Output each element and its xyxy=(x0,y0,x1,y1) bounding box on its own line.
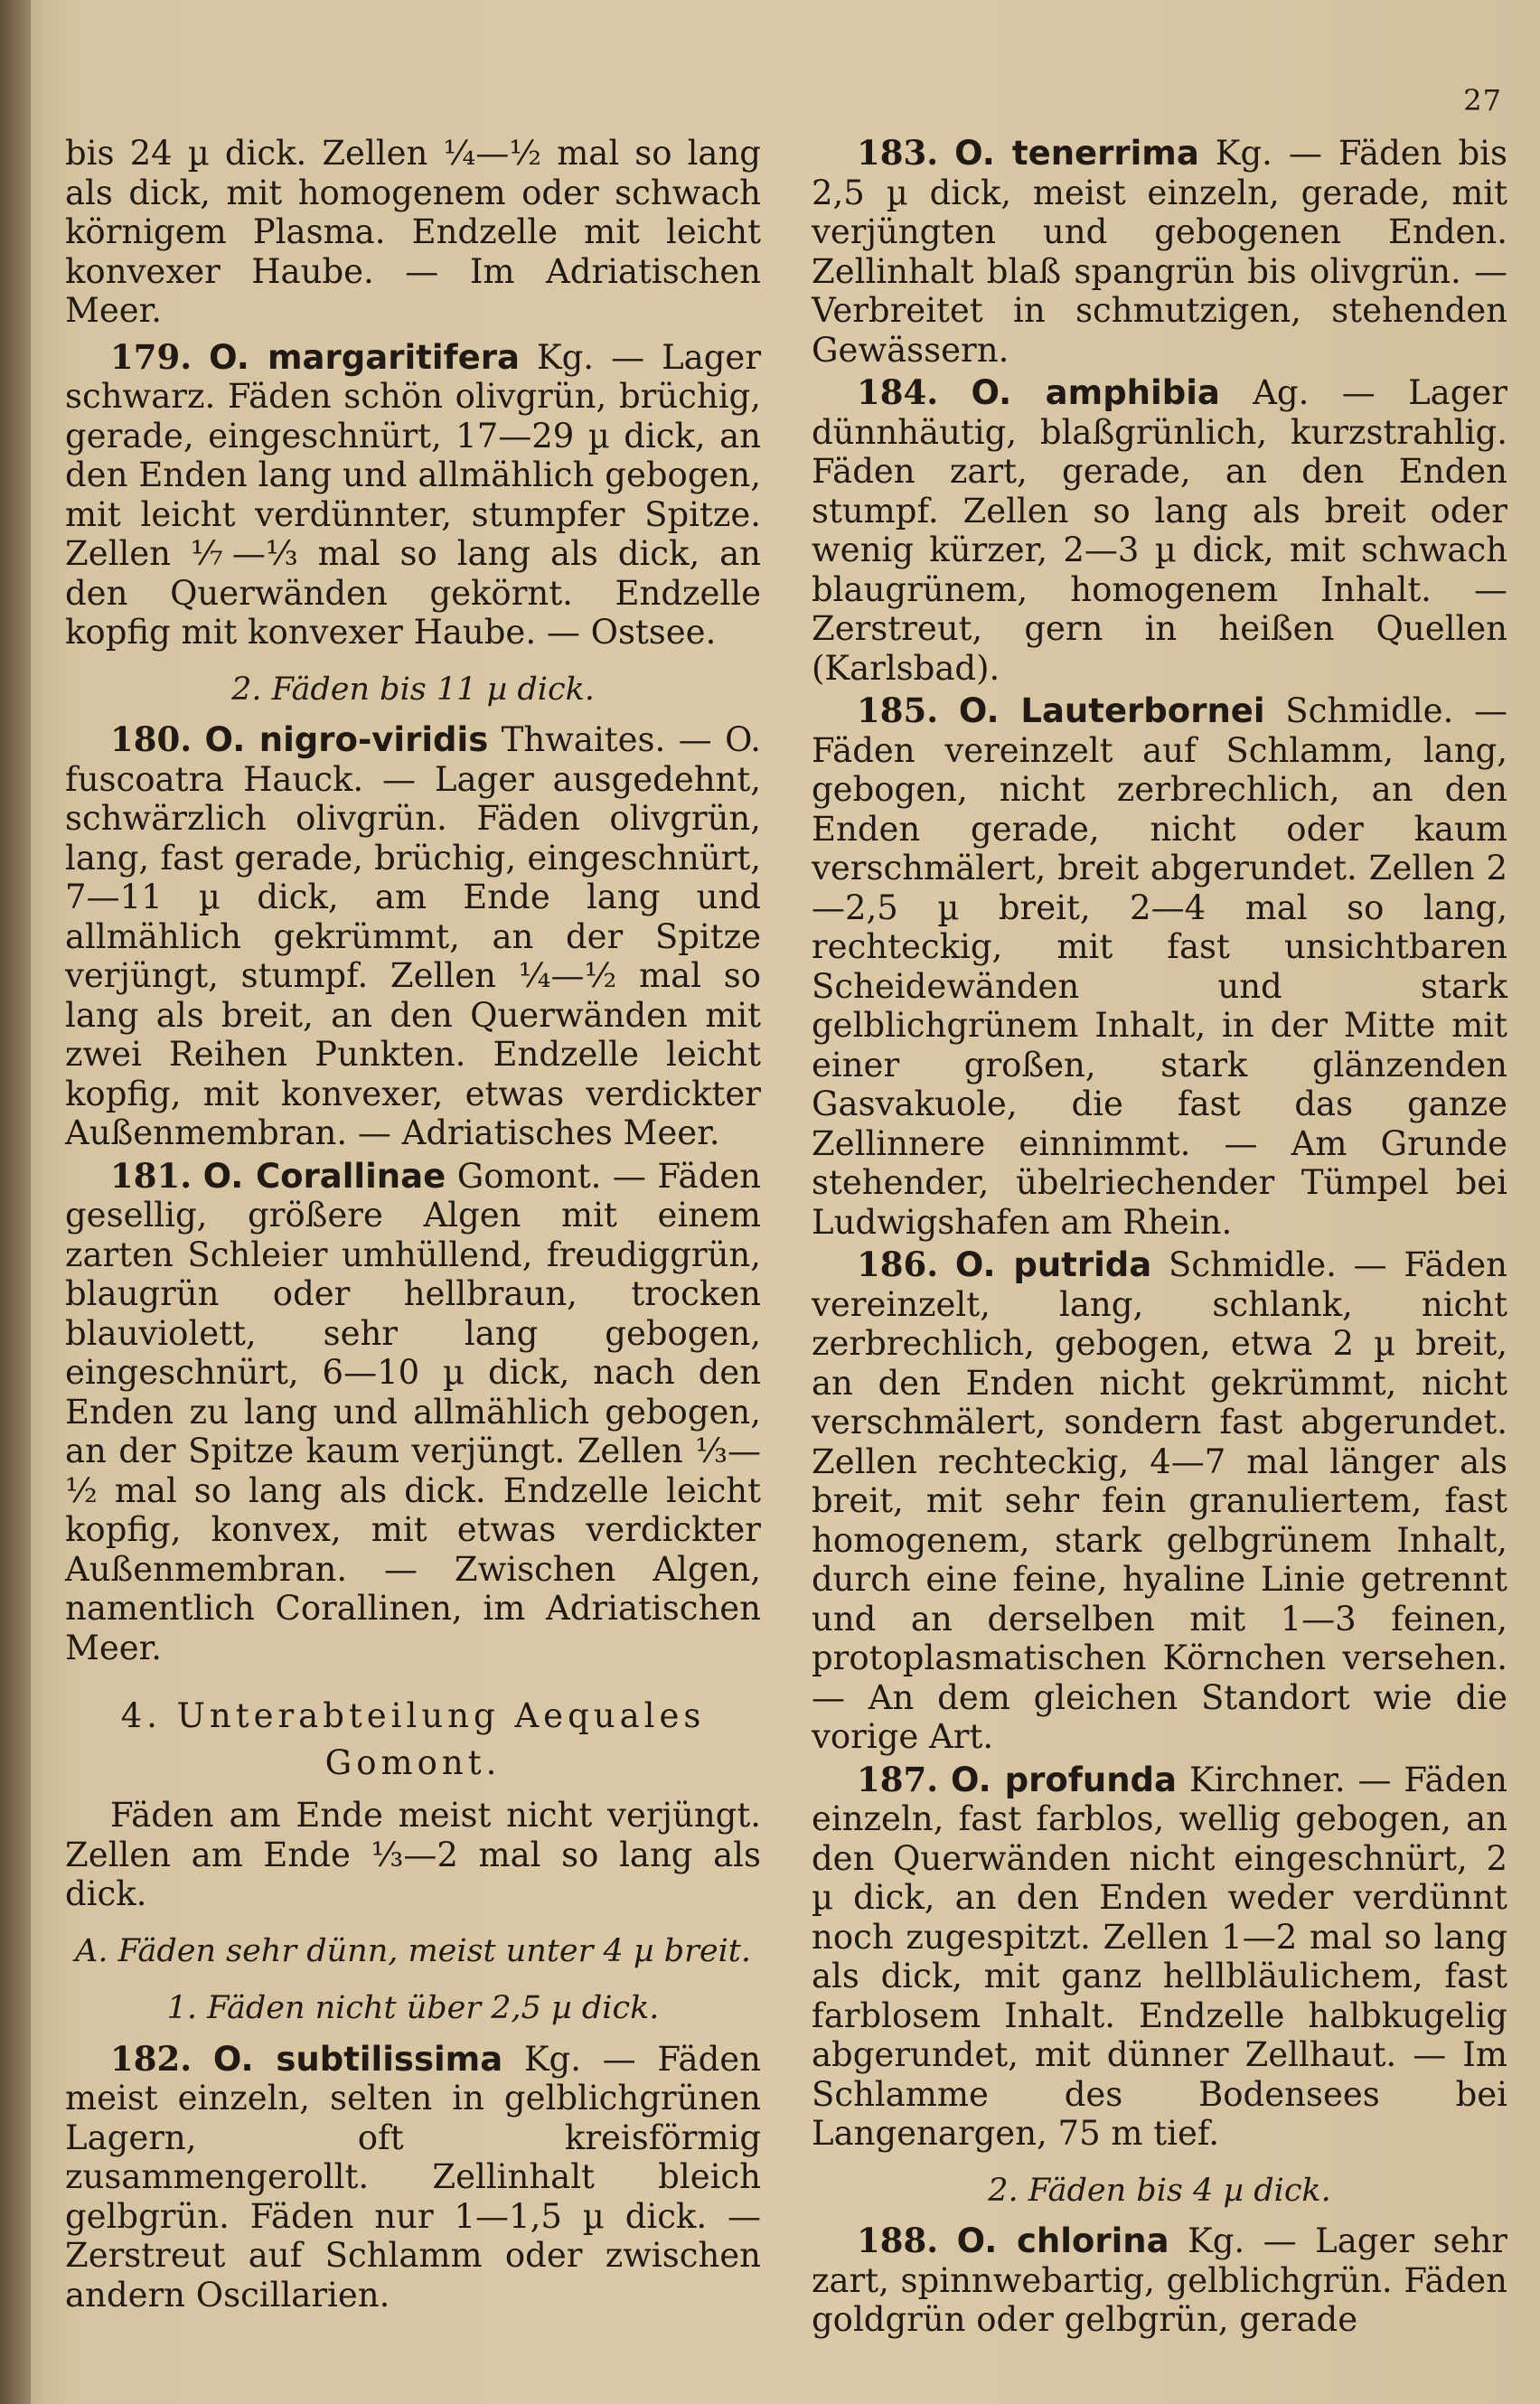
species-author: Gomont. xyxy=(446,1156,602,1196)
species-name: O. profunda xyxy=(950,1760,1178,1799)
species-name: O. nigro-viridis xyxy=(204,720,489,759)
species-description: — Lager dünnhäutig, blaßgrünlich, kurzstrahlig. Fäden zart, gerade, an den Enden stumpf. Zellen so lang als breit oder wenig kürzer, 2—3 µ dick, mit schwach blaugrünem, homogenem Inhalt. — Zerstreut, gern in heißen Quellen (Karlsbad). xyxy=(812,373,1507,688)
species-author: Kg. xyxy=(519,337,595,377)
species-entry-186 xyxy=(812,1245,1507,1757)
species-entry-188 xyxy=(812,2221,1507,2340)
section-heading: 2. Fäden bis 11 µ dick. xyxy=(231,671,595,708)
section-heading-2b: 2. Fäden bis 4 µ dick. xyxy=(988,2172,1331,2209)
species-author: Kg. xyxy=(1169,2221,1245,2260)
entry-number: 185. xyxy=(857,690,939,730)
species-author: Ag. xyxy=(1219,373,1310,412)
species-entry-179 xyxy=(65,338,761,653)
entry-number: 179. xyxy=(110,336,192,377)
species-description: — Fäden einzeln, fast farblos, wellig gebogen, an den Querwänden nicht eingeschnürt, 2 µ dick, an den Enden weder verdünnt noch zugespitzt. Zellen 1—2 mal so lang als dick, mit ganz hellbläulichem, fast farblosem Inhalt. Endzelle halbkugelig abgerundet, mit dünner Zellhaut. — Im Schlamme des Bodensees bei Langenargen, 75 m tief. xyxy=(812,1760,1507,2153)
subdivision-description: Fäden am Ende meist nicht verjüngt. Zellen am Ende ⅓—2 mal so lang als dick. xyxy=(65,1796,761,1913)
species-author: Kirchner. xyxy=(1177,1760,1346,1799)
species-description: — Fäden vereinzelt, lang, schlank, nicht zerbrechlich, gebogen, etwa 2 µ breit, an den Enden nicht gekrümmt, nicht verschmälert, sondern fast abgerundet. Zellen rechteckig, 4—7 mal länger als breit, mit sehr fein granuliertem, fast homogenem, stark gelbgrünem Inhalt, durch eine feine, hyaline Linie getrennt und an derselben mit 1—3 feinen, protoplasmatischen Körnchen versehen. — An dem gleichen Standort wie die vorige Art. xyxy=(812,1245,1507,1756)
species-author: Kg. xyxy=(502,2039,581,2079)
species-description: — Lager sehr zart, spinnwebartig, gelblichgrün. Fäden goldgrün oder gelbgrün, gerade xyxy=(812,2221,1507,2339)
section-heading-1: 1. Fäden nicht über 2,5 µ dick. xyxy=(166,1990,660,2026)
entry-number: 182. xyxy=(110,2038,192,2079)
species-name: O. tenerrima xyxy=(954,134,1199,173)
species-entry-180 xyxy=(65,720,761,1153)
continued-paragraph: bis 24 µ dick. Zellen ¼—½ mal so lang als dick, mit homogenem oder schwach körnigem Plasma. Endzelle mit leicht konvexer Haube. — Im Adriatischen Meer. xyxy=(65,134,761,330)
entry-number: 183. xyxy=(857,133,939,173)
species-entry-181 xyxy=(65,1157,761,1668)
species-author: Kg. xyxy=(1198,134,1272,173)
species-description: — Fäden gesellig, größere Algen mit einem zarten Schleier umhüllend, freudiggrün, blaugrün oder hellbraun, trocken blauviolett, sehr lang gebogen, eingeschnürt, 6—10 µ dick, nach den Enden zu lang und allmählich gebogen, an der Spitze kaum verjüngt. Zellen ⅓—½ mal so lang als dick. Endzelle leicht kopfig, konvex, mit etwas verdickter Außenmembran. — Zwischen Algen, namentlich Corallinen, im Adriatischen Meer. xyxy=(65,1156,761,1667)
species-name: O. Lauterbornei xyxy=(958,691,1265,730)
species-author: Thwaites. xyxy=(488,720,666,759)
species-name: O. Corallinae xyxy=(202,1156,446,1196)
entry-number: 188. xyxy=(857,2221,939,2260)
left-column xyxy=(65,134,761,2318)
species-entry-185 xyxy=(812,691,1507,1242)
page-number: 27 xyxy=(1463,83,1502,117)
species-description: — Fäden vereinzelt auf Schlamm, lang, gebogen, nicht zerbrechlich, an den Enden gerade, nicht oder kaum verschmälert, breit abgerundet. Zellen 2—2,5 µ breit, 2—4 mal so lang, rechteckig, mit fast unsichtbaren Scheidewänden und stark gelblichgrünem Inhalt, in der Mitte mit einer großen, stark glänzenden Gasvakuole, die fast das ganze Zellinnere einnimmt. — Am Grunde stehender, übelriechender Tümpel bei Ludwigshafen am Rhein. xyxy=(812,691,1507,1242)
species-author: Schmidle. xyxy=(1264,691,1454,730)
species-name: O. subtilissima xyxy=(212,2039,503,2079)
species-name: O. margaritifera xyxy=(209,337,520,377)
species-name: O. chlorina xyxy=(956,2221,1169,2260)
binding-gutter xyxy=(0,0,31,2404)
species-entry-184 xyxy=(812,373,1507,688)
entry-number: 186. xyxy=(857,1244,939,1284)
species-author: Schmidle. xyxy=(1151,1245,1337,1284)
species-name: O. amphibia xyxy=(971,373,1220,412)
species-description: — Lager schwarz. Fäden schön olivgrün, brüchig, gerade, eingeschnürt, 17—29 µ dick, an den Enden lang und allmählich gebogen, mit leicht verdünnter, stumpfer Spitze. Zellen ⅐—⅓ mal so lang als dick, an den Querwänden gekörnt. Endzelle kopfig mit konvexer Haube. — Ostsee. xyxy=(65,337,762,652)
section-heading-a: A. Fäden sehr dünn, meist unter 4 µ breit. xyxy=(75,1932,751,1969)
species-entry-187 xyxy=(812,1761,1507,2154)
species-description: — Fäden bis 2,5 µ dick, meist einzeln, gerade, mit verjüngten und gebogenen Enden. Zellinhalt blaß spangrün bis olivgrün. — Verbreitet in schmutzigen, stehenden Gewässern. xyxy=(812,134,1507,370)
entry-number: 181. xyxy=(110,1155,192,1196)
subdivision-heading: 4. Unterabteilung Aequales Gomont. xyxy=(120,1696,706,1782)
right-column xyxy=(812,134,1507,2343)
species-entry-183 xyxy=(812,134,1507,370)
entry-number: 187. xyxy=(857,1759,939,1799)
species-name: O. putrida xyxy=(954,1245,1152,1284)
species-description: — Fäden meist einzeln, selten in gelblichgrünen Lagern, oft kreisförmig zusammengerollt. Zellinhalt bleich gelbgrün. Fäden nur 1—1,5 µ dick. — Zerstreut auf Schlamm oder zwischen andern Oscillarien. xyxy=(65,2039,762,2315)
entry-number: 184. xyxy=(857,372,939,412)
species-entry-182 xyxy=(65,2040,761,2315)
species-description: — O. fuscoatra Hauck. — Lager ausgedehnt, schwärzlich olivgrün. Fäden olivgrün, lang, fast gerade, brüchig, eingeschnürt, 7—11 µ dick, am Ende lang und allmählich gekrümmt, an der Spitze verjüngt, stumpf. Zellen ¼—½ mal so lang als breit, an den Querwänden mit zwei Reihen Punkten. Endzelle leicht kopfig, mit konvexer, etwas verdickter Außenmembran. — Adriatisches Meer. xyxy=(65,720,761,1152)
entry-number: 180. xyxy=(110,719,192,759)
